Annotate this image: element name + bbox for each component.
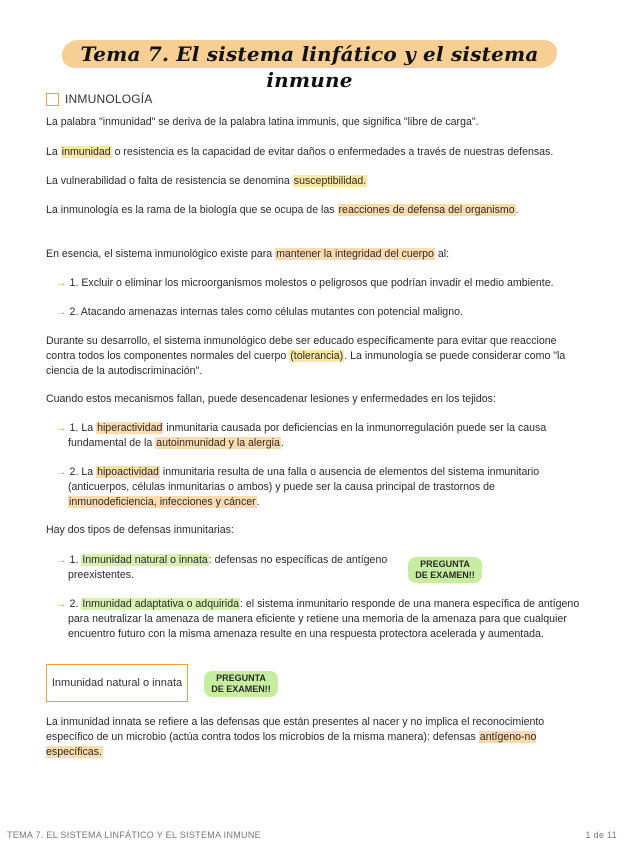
arrow-right-icon: → (56, 277, 67, 289)
list-item: → 2. Inmunidad adaptativa o adquirida: el sistema inmunitario responde de una manera específica de antígeno para neutralizar la amenaza de manera eficiente y retiene una memoria de la amenaza para que cualquier encuentro futuro con la misma amenaza resulte en una respuesta protectora acelerada y aumentada. (56, 598, 580, 640)
highlight-hypoactivity: hipoactividad (97, 466, 159, 478)
checkbox-icon[interactable] (46, 93, 59, 106)
list-item: → 2. La hipoactividad inmunitaria resulta de una falla o ausencia de elementos del sistema inmunitario (anticuerpos, células inmunitarias o ambos) y puede ser la causa principal de trastornos de inmunodeficiencia, infecciones y cáncer. (56, 466, 540, 508)
arrow-right-icon: → (56, 422, 67, 434)
highlight-autoimmunity: autoinmunidad y la alergia (156, 437, 280, 449)
paragraph-innate-definition: La inmunidad innata se refiere a las defensas que están presentes al nacer y no implica el reconocimiento específico de un microbio (actúa contra todos los microbios de la misma manera): defensas antígeno-no específicas. (46, 716, 545, 758)
highlight-antigen-nonspecific: antígeno-no específicas. (46, 731, 537, 758)
paragraph-tolerance: Durante su desarrollo, el sistema inmunológico debe ser educado específicamente para evitar que reaccione contra todos los componentes normales del cuerpo (tolerancia). La inmunología se puede considerar como "la ciencia de la autodiscriminación". (46, 335, 566, 377)
paragraph-susceptibility: La vulnerabilidad o falta de resistencia se denomina susceptibilidad. (46, 175, 367, 187)
exam-question-badge: PREGUNTA DE EXAMEN!! (204, 671, 278, 697)
highlight-defense-reactions: reacciones de defensa del organismo (338, 204, 515, 216)
list-item: → 2. Atacando amenazas internas tales como células mutantes con potencial maligno. (56, 306, 463, 318)
page-title: Tema 7. El sistema linfático y el sistema inmune (80, 42, 539, 92)
footer-title: TEMA 7. EL SISTEMA LINFÁTICO Y EL SISTEMA INMUNE (7, 830, 261, 840)
highlight-innate-immunity: Inmunidad natural o innata (82, 554, 208, 566)
arrow-right-icon: → (56, 466, 67, 478)
highlight-susceptibility: susceptibilidad. (293, 175, 367, 187)
highlight-hyperactivity: hiperactividad (97, 422, 163, 434)
highlight-tolerance: (tolerancia) (290, 350, 344, 362)
section-label: INMUNOLOGÍA (65, 92, 153, 106)
title-banner (62, 38, 557, 92)
paragraph-essence: En esencia, el sistema inmunológico existe para mantener la integridad del cuerpo al: (46, 248, 450, 260)
highlight-immunity: inmunidad (61, 146, 111, 158)
arrow-right-icon: → (56, 554, 67, 566)
topic-box: Inmunidad natural o innata (46, 664, 188, 702)
paragraph-failure: Cuando estos mecanismos fallan, puede desencadenar lesiones y enfermedades en los tejidos: (46, 393, 496, 405)
list-item: → 1. Excluir o eliminar los microorganismos molestos o peligrosos que podrían invadir el medio ambiente. (56, 277, 554, 289)
paragraph-immunology: La inmunología es la rama de la biología que se ocupa de las reacciones de defensa del organismo. (46, 204, 519, 216)
paragraph-etymology: La palabra "inmunidad" se deriva de la palabra latina immunis, que significa "libre de carga". (46, 116, 479, 128)
list-item: → 1. Inmunidad natural o innata: defensas no específicas de antígeno preexistentes. (56, 554, 388, 581)
highlight-immunodeficiency: inmunodeficiencia, infecciones y cáncer (69, 496, 256, 508)
arrow-right-icon: → (56, 598, 67, 610)
page-number: 1 de 11 (585, 830, 617, 840)
highlight-integrity: mantener la integridad del cuerpo (276, 248, 434, 260)
highlight-adaptive-immunity: Inmunidad adaptativa o adquirida (82, 598, 239, 610)
arrow-right-icon: → (56, 306, 67, 318)
list-item: → 1. La hiperactividad inmunitaria causada por deficiencias en la inmunorregulación puede ser la causa fundamental de la autoinmunidad y la alergia. (56, 422, 547, 449)
exam-question-badge: PREGUNTA DE EXAMEN!! (408, 557, 482, 583)
paragraph-defense-types: Hay dos tipos de defensas inmunitarias: (46, 524, 234, 536)
paragraph-immunity: La inmunidad o resistencia es la capacidad de evitar daños o enfermedades a través de nuestras defensas. (46, 146, 554, 158)
section-heading (46, 92, 153, 107)
